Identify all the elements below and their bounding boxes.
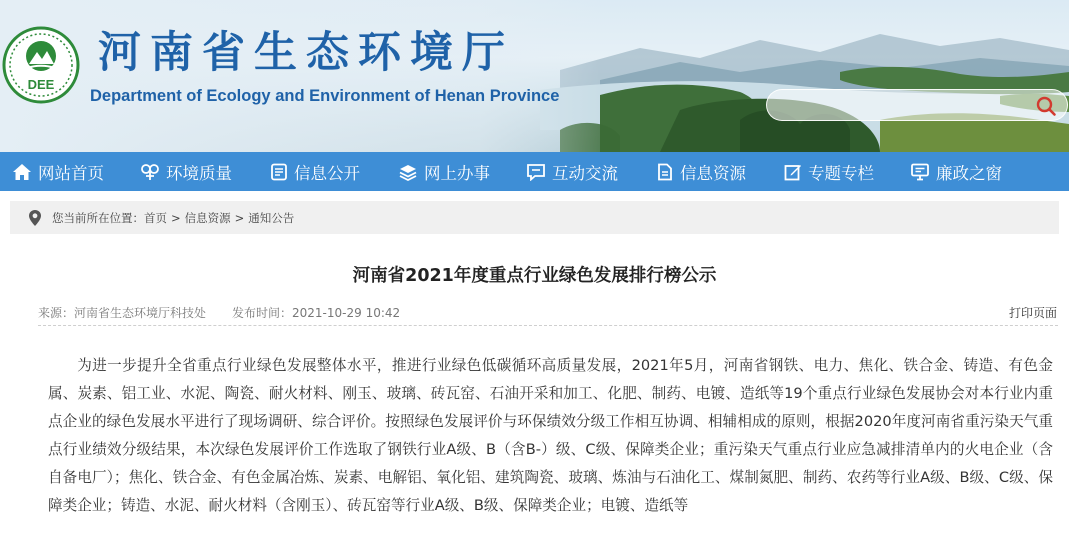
breadcrumb-prefix: 您当前所在位置：: [52, 210, 144, 225]
nav-item-special-topics[interactable]: [784, 152, 874, 191]
search-icon[interactable]: [1035, 95, 1057, 117]
logo-text: DEE: [27, 77, 55, 92]
nav-item-home[interactable]: [12, 152, 104, 191]
article-publish-time: 发布时间：2021-10-29 10:42: [232, 306, 401, 320]
location-pin-icon: [28, 209, 42, 227]
document-icon: [656, 163, 674, 181]
nav-label: 专题专栏: [808, 163, 874, 183]
site-subtitle: Department of Ecology and Environment of Henan Province: [90, 87, 560, 105]
file-list-icon: [270, 163, 288, 181]
main-nav: [0, 152, 1069, 191]
nav-item-online-services[interactable]: [398, 152, 490, 191]
breadcrumb-home[interactable]: 首页: [144, 210, 167, 225]
monitor-icon: [910, 163, 930, 181]
nav-label: 互动交流: [552, 163, 618, 183]
home-icon: [12, 163, 32, 181]
article-source: 来源：河南省生态环境厅科技处: [38, 306, 207, 320]
article-title: 河南省2021年度重点行业绿色发展排行榜公示: [352, 266, 717, 286]
nav-label: 环境质量: [166, 163, 232, 183]
breadcrumb-info-resources[interactable]: 信息资源: [184, 210, 231, 225]
nav-label: 网上办事: [424, 163, 490, 183]
nav-label: 网站首页: [38, 163, 104, 183]
search-input[interactable]: [781, 95, 1025, 117]
nav-item-environment-quality[interactable]: [140, 152, 232, 191]
nav-label: 信息资源: [680, 163, 746, 183]
print-page-link[interactable]: 打印页面: [1008, 306, 1057, 320]
leaf-icon: [140, 163, 160, 181]
nav-item-integrity-window[interactable]: [910, 152, 1002, 191]
meta-divider: [38, 325, 1058, 326]
nav-label: 廉政之窗: [936, 163, 1002, 183]
site-title: 河南省生态环境厅: [98, 28, 514, 78]
chat-icon: [526, 163, 546, 181]
breadcrumb: [10, 201, 1059, 234]
article-meta: [38, 304, 400, 321]
search-box: [766, 89, 1068, 121]
breadcrumb-separator: >: [171, 210, 181, 225]
edit-icon: [784, 163, 802, 181]
breadcrumb-separator: >: [234, 210, 245, 225]
nav-item-info-disclosure[interactable]: [270, 152, 360, 191]
header-banner: [0, 0, 1069, 152]
nav-item-interaction[interactable]: [526, 152, 618, 191]
dee-logo: [2, 26, 80, 104]
article-body: 为进一步提升全省重点行业绿色发展整体水平，推进行业绿色低碳循环高质量发展，2021年5月，河南省钢铁、电力、焦化、铁合金、铸造、有色金属、炭素、铝工业、水泥、陶瓷、耐火材料、刚玉、玻璃、砖瓦窑、石油开采和加工、化肥、制药、电镀、造纸等19个重点行业绿色发展协会对本行业内重点企业的绿色发展水平进行了现场调研、综合评价。按照绿色发展评价与环保绩效分级工作相互协调、相辅相成的原则，根据2020年度河南省重污染天气重点行业绩效分级结果，本次绿色发展评价工作选取了钢铁行业A级、B（含B-）级、C级、保障类企业；重污染天气重点行业应急减排清单内的火电企业（含自备电厂）；焦化、铁合金、有色金属冶炼、炭素、电解铝、氧化铝、建筑陶瓷、玻璃、炼油与石油化工、煤制氮肥、制药、农药等行业A级、B级、C级、保障类企业；铸造、水泥、耐火材料（含刚玉）、砖瓦窑等行业A级、B级、保障类企业；电镀、造纸等: [48, 357, 1053, 514]
layers-icon: [398, 163, 418, 181]
breadcrumb-notices[interactable]: 通知公告: [248, 210, 295, 225]
nav-item-info-resources[interactable]: [656, 152, 746, 191]
nav-label: 信息公开: [294, 163, 360, 183]
